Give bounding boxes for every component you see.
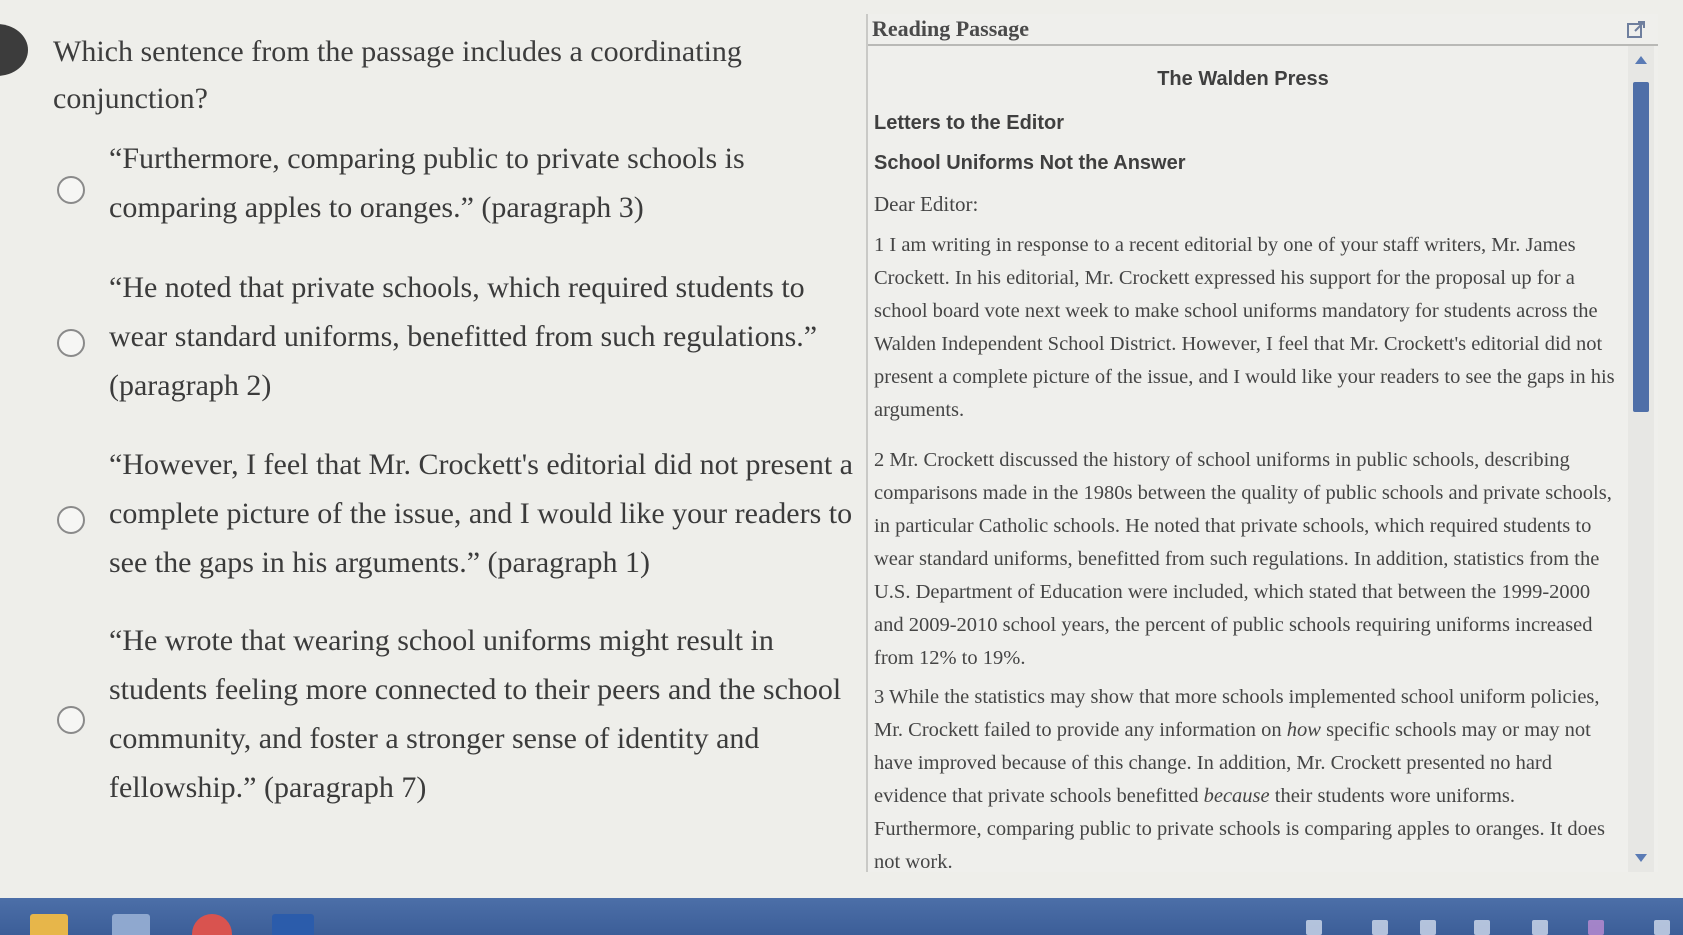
reading-passage-pane	[868, 14, 1658, 872]
publication-title: The Walden Press	[1157, 68, 1329, 90]
passage-scroll-area[interactable]	[868, 46, 1628, 872]
paragraph-3	[874, 681, 1624, 872]
paragraph-3-text: their students wore uniforms. Furthermore, comparing public to private schools is comparing apples to oranges. It does not work.	[874, 785, 1605, 872]
paragraph-3-text: 3 While the statistics may show that more schools implemented school uniform policies, Mr. Crockett failed to provide any information on	[874, 686, 1600, 741]
tray-icon[interactable]	[1306, 920, 1322, 935]
paragraph-3-text: specific schools may or may not have improved because of this change. In addition, Mr. Crockett presented no hard evidence that private schools benefitted	[874, 719, 1591, 807]
file-explorer-icon[interactable]	[30, 914, 68, 935]
radio-button[interactable]	[57, 176, 85, 204]
salutation: Dear Editor:	[874, 192, 979, 216]
radio-button[interactable]	[57, 329, 85, 357]
question-prompt: Which sentence from the passage includes a coordinating conjunction?	[53, 35, 742, 115]
article-headline: School Uniforms Not the Answer	[874, 152, 1186, 174]
section-label: Letters to the Editor	[874, 112, 1065, 134]
paragraph-2: 2 Mr. Crockett discussed the history of school uniforms in public schools, describing comparisons made in the 1980s between the quality of public schools and private schools, in particular Catholic schools. He noted that private schools, which required students to wear standard uniforms, benefitted from such regulations. In addition, statistics from the U.S. Department of Education were included, which stated that between the 1999-2000 and 2009-2010 school years, the percent of public schools requiring uniforms increased from 12% to 19%.	[874, 449, 1612, 669]
paragraph-1: 1 I am writing in response to a recent editorial by one of your staff writers, Mr. James Crockett. In his editorial, Mr. Crockett expressed his support for the proposal up for a school board vote next week to make school uniforms mandatory for students across the Walden Independent School District. However, I feel that Mr. Crockett's editorial did not present a complete picture of the issue, and I would like your readers to see the gaps in his arguments.	[874, 234, 1615, 421]
scroll-up-arrow-icon[interactable]	[1635, 56, 1647, 64]
tray-icon[interactable]	[1474, 920, 1490, 935]
radio-button[interactable]	[57, 706, 85, 734]
pane-title: Reading Passage	[872, 16, 1030, 41]
answer-option-text: “However, I feel that Mr. Crockett's editorial did not present a complete picture of the issue, and I would like your readers to see the gaps in his arguments.” (paragraph 1)	[109, 448, 853, 579]
emphasis-because: because	[1203, 785, 1270, 807]
store-icon[interactable]	[112, 914, 150, 935]
tray-icon[interactable]	[1372, 920, 1388, 935]
tray-icon[interactable]	[1588, 920, 1604, 935]
passage-scrollbar[interactable]	[1628, 46, 1654, 872]
expand-icon[interactable]	[1626, 20, 1646, 40]
chrome-icon[interactable]	[192, 914, 232, 935]
tray-icon[interactable]	[1420, 920, 1436, 935]
scroll-thumb[interactable]	[1633, 82, 1649, 412]
word-icon[interactable]	[272, 914, 314, 935]
radio-button[interactable]	[57, 506, 85, 534]
emphasis-how: how	[1286, 719, 1321, 741]
taskbar	[0, 898, 1683, 935]
question-badge	[0, 24, 28, 76]
answer-option-text: “He noted that private schools, which required students to wear standard uniforms, benefitted from such regulations.” (paragraph 2)	[109, 271, 818, 402]
answer-option-text: “He wrote that wearing school uniforms might result in students feeling more connected to their peers and the school community, and foster a stronger sense of identity and fellowship.” (paragraph 7)	[109, 624, 842, 804]
answer-option-text: “Furthermore, comparing public to private schools is comparing apples to oranges.” (paragraph 3)	[109, 142, 745, 224]
tray-icon[interactable]	[1654, 920, 1670, 935]
scroll-down-arrow-icon[interactable]	[1635, 854, 1647, 862]
tray-icon[interactable]	[1532, 920, 1548, 935]
